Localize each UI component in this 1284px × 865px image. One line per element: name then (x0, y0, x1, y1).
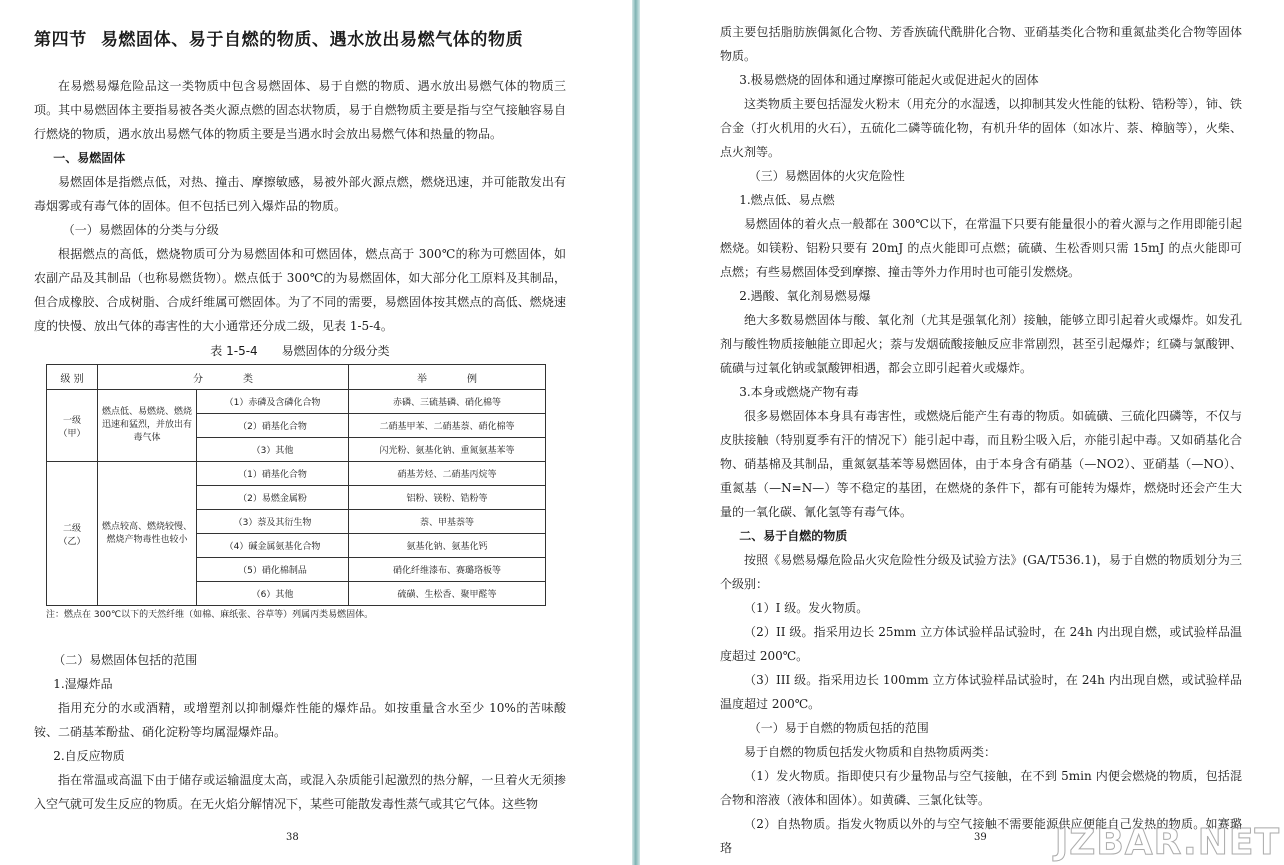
spontaneous-scope-text: 易于自燃的物质包括发火物质和自热物质两类： (744, 745, 997, 759)
spontaneous-intro: 按照《易燃易爆危险品火灾危险性分级及试验方法》(GA/T536.1)，易于自燃的物质划分为三个级别： (720, 553, 1242, 591)
page-number-left: 38 (286, 832, 299, 843)
header-class: 分 类 (98, 365, 349, 390)
page-divider (632, 0, 640, 865)
level-2: （2）II 级。指采用边长 25mm 立方体试验样品试验时，在 24h 内出现自燃，或试验样品温度超过 200℃。 (720, 625, 1242, 663)
page-number-right: 39 (974, 832, 987, 843)
grade2-example-4: 氨基化钠、氨基化钙 (349, 534, 546, 558)
grade2-class-1: （1）硝基化合物 (197, 462, 349, 486)
grade2-class-6: （6）其他 (197, 582, 349, 606)
grade2-example-1: 硝基芳烃、二硝基丙烷等 (349, 462, 546, 486)
header-grade: 级 别 (47, 365, 98, 390)
grade1-class-1: （1）赤磷及含磷化合物 (197, 390, 349, 414)
heading-toxic: 3.本身或燃烧产物有毒 (739, 385, 859, 399)
heading-fire-hazard: （三）易燃固体的火灾危险性 (748, 169, 905, 183)
section-title-text: 易燃固体、易于自燃的物质、遇水放出易燃气体的物质 (100, 30, 524, 50)
heading-low-ignition: 1.燃点低、易点燃 (739, 193, 835, 207)
watermark: JZBAR.NET (1054, 822, 1280, 863)
header-example: 举 例 (349, 365, 546, 390)
table-header-row (47, 365, 546, 390)
grade2-class-2: （2）易燃金属粉 (197, 486, 349, 510)
low-ignition-text: 易燃固体的着火点一般都在 300℃以下，在常温下只要有能量很小的着火源与之作用即能引起燃烧。如镁粉、铝粉只要有 20mJ 的点火能即可点燃；硫磺、生松香则只需 15mJ 的点火能即可点燃；有些易燃固体受到摩擦、撞击等外力作用时也可能引发燃烧。 (720, 217, 1242, 279)
grade2-class-4: （4）碱金属氨基化合物 (197, 534, 349, 558)
self-heating-text: （2）自热物质。指发火物质以外的与空气接触不需要能源供应便能自己发热的物质。如赛璐珞 (720, 817, 1242, 855)
classification-paragraph: 根据燃点的高低，燃烧物质可分为易燃固体和可燃固体，燃点高于 300℃的称为可燃固体，如农副产品及其制品（也称易燃货物）。燃点低于 300℃的为易燃固体，如大部分化工原料及其制品，但合成橡胶、合成树脂、合成纤维属可燃固体。为了不同的需要，易燃固体按其燃点的高低、燃烧速度的快慢、放出气体的毒害性的大小通常还分成二级，见表 1-5-4。 (34, 247, 566, 333)
grade1-example-1: 赤磷、三硫基磷、硝化棉等 (349, 390, 546, 414)
table-caption: 表 1-5-4 易燃固体的分级分类 (210, 344, 390, 358)
grade2-class-3: （3）萘及其衍生物 (197, 510, 349, 534)
grade2-example-5: 硝化纤维漆布、赛璐珞板等 (349, 558, 546, 582)
section-number: 第四节 (34, 30, 87, 50)
intro-paragraph: 在易燃易爆危险品这一类物质中包含易燃固体、易于自燃的物质、遇水放出易燃气体的物质三项。其中易燃固体主要指易被各类火源点燃的固态状物质，易于自燃物质主要是指与空气接触容易自行燃烧的物质，遇水放出易燃气体的物质主要是当遇水时会放出易燃气体和热量的物品。 (34, 79, 566, 141)
heading-self-reactive: 2.自反应物质 (53, 749, 125, 763)
self-reactive-text: 指在常温或高温下由于储存或运输温度太高，或混入杂质能引起激烈的热分解，一旦着火无须掺入空气就可发生反应的物质。在无火焰分解情况下，某些可能散发毒性蒸气或其它气体。这些物 (34, 773, 566, 811)
heading-easily-ignited: 3.极易燃烧的固体和通过摩擦可能起火或促进起火的固体 (739, 73, 1039, 87)
grade1-class-2: （2）硝基化合物 (197, 414, 349, 438)
grade2-class-5: （5）硝化棉制品 (197, 558, 349, 582)
left-page (0, 0, 632, 865)
grade1-label: 一级 （甲） (47, 390, 98, 462)
table-row (47, 462, 546, 486)
heading-spontaneous-scope: （一）易于自燃的物质包括的范围 (748, 721, 929, 735)
grade2-description: 燃点较高、燃烧较慢、燃烧产物毒性也较小 (98, 462, 197, 606)
grade1-example-2: 二硝基甲苯、二硝基萘、硝化棉等 (349, 414, 546, 438)
table-row (47, 390, 546, 414)
level-1: （1）I 级。发火物质。 (744, 601, 869, 615)
table-note: 注：燃点在 300℃以下的天然纤维（如棉、麻纸张、谷草等）列属丙类易燃固体。 (46, 610, 374, 620)
section-title (34, 26, 566, 54)
grade2-label: 二级 （乙） (47, 462, 98, 606)
heading-acid-oxidizer: 2.遇酸、氧化剂易燃易爆 (739, 289, 871, 303)
acid-oxidizer-text: 绝大多数易燃固体与酸、氧化剂（尤其是强氧化剂）接触，能够立即引起着火或爆炸。如发孔剂与酸性物质接触能立即起火；萘与发烟硫酸接触反应非常剧烈，甚至引起爆炸；红磷与氯酸钾、硫磺与过氧化钠或氯酸钾相遇，都会立即引起着火或爆炸。 (720, 313, 1242, 375)
heading-scope: （二）易燃固体包括的范围 (53, 653, 198, 667)
flammable-solid-definition: 易燃固体是指燃点低，对热、撞击、摩擦敏感，易被外部火源点燃，燃烧迅速，并可能散发出有毒烟雾或有毒气体的固体。但不包括已列入爆炸品的物质。 (34, 175, 566, 213)
grade1-description: 燃点低、易燃烧、燃烧迅速和猛烈，并放出有毒气体 (98, 390, 197, 462)
right-page (640, 0, 1284, 865)
classification-table (46, 364, 546, 606)
grade1-class-3: （3）其他 (197, 438, 349, 462)
grade2-example-6: 硫磺、生松香、聚甲醛等 (349, 582, 546, 606)
heading-wet-explosives: 1.湿爆炸品 (53, 677, 113, 691)
heading-flammable-solid: 一、易燃固体 (53, 151, 126, 165)
pyrophoric-text: （1）发火物质。指即使只有少量物品与空气接触，在不到 5min 内便会燃烧的物质，包括混合物和溶液（液体和固体）。如黄磷、三氯化钛等。 (720, 769, 1242, 807)
toxic-text: 很多易燃固体本身具有毒害性，或燃烧后能产生有毒的物质。如硫磺、三硫化四磷等，不仅与皮肤接触（特别夏季有汗的情况下）能引起中毒，而且粉尘吸入后，亦能引起中毒。又如硝基化合物、硝基棉及其制品，重氮氨基苯等易燃固体，由于本身含有硝基（—NO2）、亚硝基（—NO）、重氮基（—N=N—）等不稳定的基团，在燃烧的条件下，都有可能转为爆炸，燃烧时还会产生大量的一氧化碳、氰化氢等有毒气体。 (720, 409, 1242, 519)
grade1-example-3: 闪光粉、氨基化钠、重氮氨基苯等 (349, 438, 546, 462)
heading-spontaneous-combustion: 二、易于自燃的物质 (739, 529, 848, 543)
level-3: （3）III 级。指采用边长 100mm 立方体试验样品试验时，在 24h 内出现自燃，或试验样品温度超过 200℃。 (720, 673, 1242, 711)
continued-text: 质主要包括脂肪族偶氮化合物、芳香族硫代酰肼化合物、亚硝基类化合物和重氮盐类化合物等固体物质。 (720, 25, 1242, 63)
easily-ignited-text: 这类物质主要包括湿发火粉末（用充分的水湿透，以抑制其发火性能的钛粉、锆粉等），铈、铁合金（打火机用的火石），五硫化二磷等硫化物，有机升华的固体（如冰片、萘、樟脑等），火柴、点火剂等。 (720, 97, 1243, 159)
grade2-example-2: 铝粉、镁粉、锆粉等 (349, 486, 546, 510)
grade2-example-3: 萘、甲基萘等 (349, 510, 546, 534)
heading-classification: （一）易燃固体的分类与分级 (62, 223, 219, 237)
wet-explosives-text: 指用充分的水或酒精，或增塑剂以抑制爆炸性能的爆炸品。如按重量含水至少 10%的苦味酸铵、二硝基苯酚盐、硝化淀粉等均属湿爆炸品。 (34, 701, 566, 739)
